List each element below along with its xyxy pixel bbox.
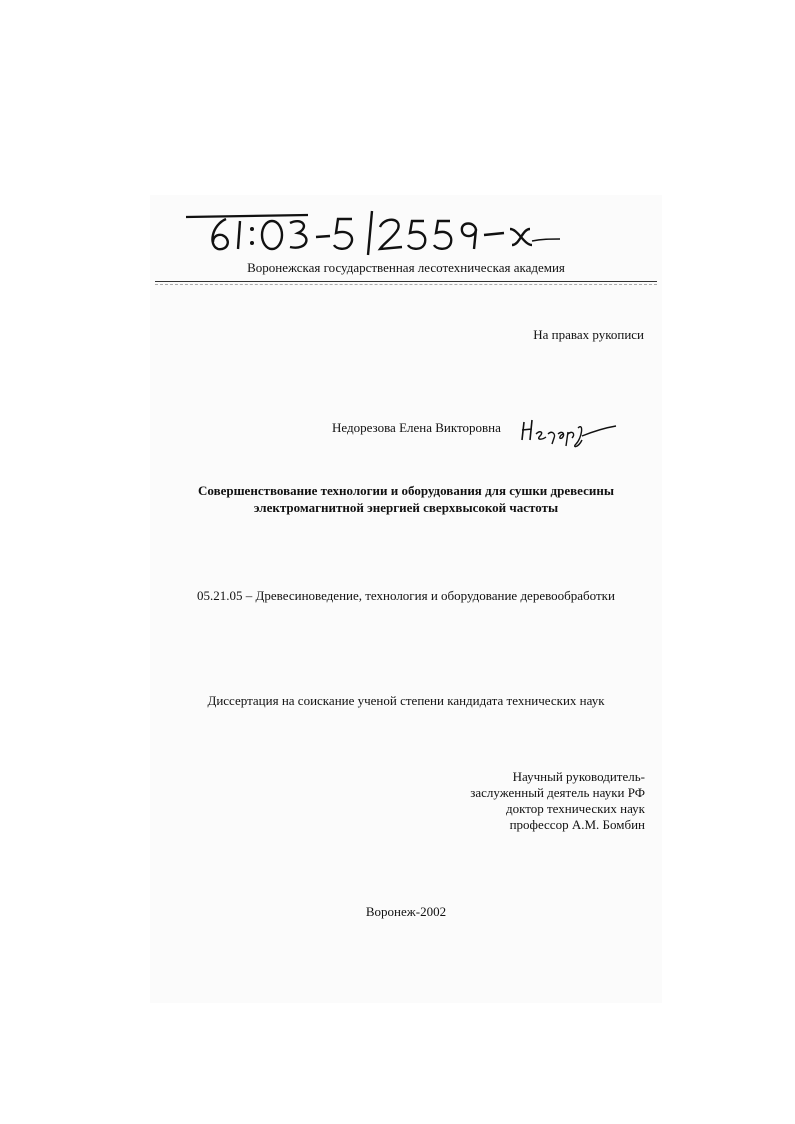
supervisor-line-3: доктор технических наук [505, 801, 645, 816]
city-year: Воронеж-2002 [365, 904, 447, 919]
dissertation-title [150, 482, 662, 516]
title-line-1: Совершенствование технологии и оборудования для сушки древесины [198, 483, 614, 498]
supervisor-line-1: Научный руководитель- [512, 769, 645, 784]
supervisor-line-2: заслуженный деятель науки РФ [470, 785, 645, 800]
manuscript-note: На правах рукописи [533, 327, 644, 342]
dissertation-type: Диссертация на соискание ученой степени кандидата технических наук [207, 693, 605, 708]
author-signature [518, 410, 618, 450]
supervisor-line-4: профессор А.М. Бомбин [509, 817, 645, 832]
author-name: Недорезова Елена Викторовна [332, 420, 501, 435]
academy-name: Воронежская государственная лесотехническая академия [247, 260, 565, 275]
header-rule-dashed [155, 284, 657, 285]
handwritten-code [180, 205, 600, 257]
supervisor-block [380, 769, 645, 833]
header-rule [155, 281, 657, 282]
title-line-2: электромагнитной энергией сверхвысокой частоты [253, 500, 559, 515]
specialty-code: 05.21.05 – Древесиноведение, технология и оборудование деревообработки [197, 588, 615, 603]
